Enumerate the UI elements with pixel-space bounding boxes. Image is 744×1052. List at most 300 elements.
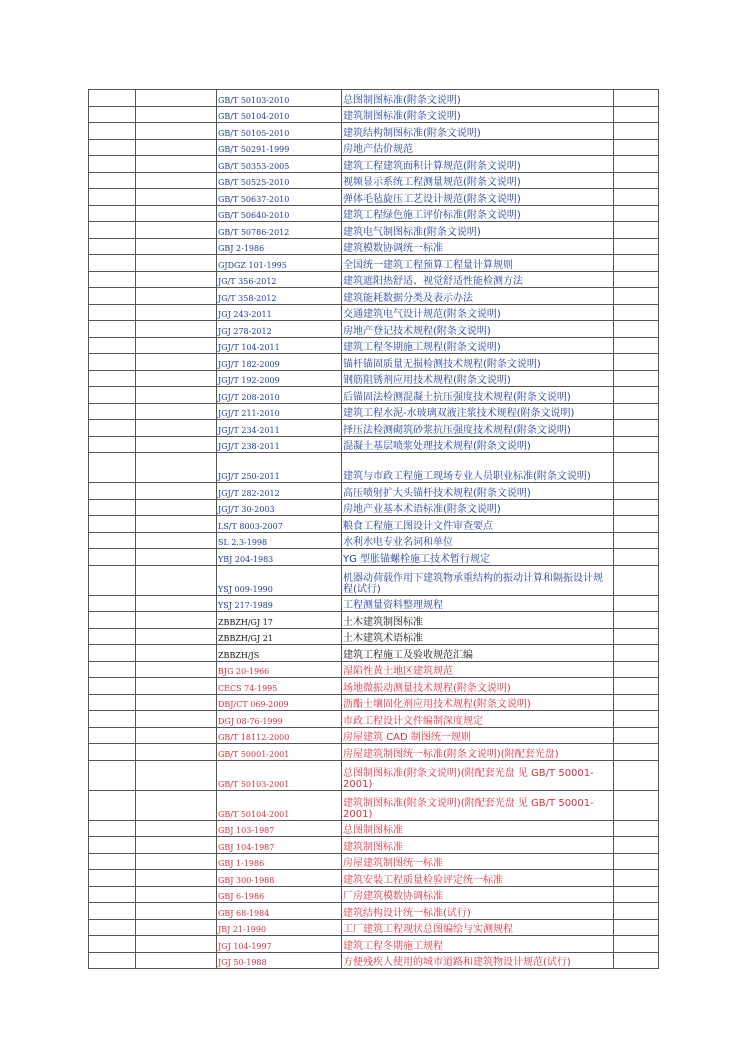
standard-title: 总图制图标准(附条文说明) [342, 90, 614, 107]
empty-cell [136, 453, 217, 483]
standard-code: GB/T 50640-2010 [217, 205, 342, 222]
empty-cell [89, 288, 136, 305]
standard-title: 湿陷性黄土地区建筑规范 [342, 661, 614, 678]
empty-cell [89, 919, 136, 936]
table-row [89, 106, 659, 123]
empty-cell [89, 499, 136, 516]
standard-title: 视频显示系统工程测量规范(附条文说明) [342, 172, 614, 189]
table-row [89, 612, 659, 629]
table-row [89, 711, 659, 728]
empty-cell [89, 612, 136, 629]
empty-cell [136, 205, 217, 222]
empty-cell [136, 870, 217, 887]
standard-title: 房屋建筑制图统一标准(附条文说明)(附配套光盘) [342, 744, 614, 761]
empty-cell [614, 106, 659, 123]
empty-cell [89, 139, 136, 156]
empty-cell [614, 403, 659, 420]
empty-cell [614, 532, 659, 549]
standard-code: YSJ 217-1989 [217, 595, 342, 612]
standard-code: DBJ/CT 069-2009 [217, 694, 342, 711]
table-row [89, 661, 659, 678]
table-row [89, 820, 659, 837]
empty-cell [136, 337, 217, 354]
empty-cell [136, 744, 217, 761]
standard-title: 建筑工程水泥-水玻璃双液注浆技术规程(附条文说明) [342, 403, 614, 420]
empty-cell [614, 189, 659, 206]
table-row [89, 90, 659, 107]
standard-code: GB/T 50105-2010 [217, 123, 342, 140]
empty-cell [614, 370, 659, 387]
empty-cell [614, 516, 659, 533]
table-row [89, 205, 659, 222]
standard-code: GB/T 50001-2001 [217, 744, 342, 761]
empty-cell [89, 870, 136, 887]
empty-cell [136, 321, 217, 338]
empty-cell [136, 661, 217, 678]
table-row [89, 532, 659, 549]
empty-cell [89, 837, 136, 854]
table-row [89, 420, 659, 437]
empty-cell [136, 403, 217, 420]
empty-cell [614, 903, 659, 920]
table-row [89, 516, 659, 533]
empty-cell [89, 645, 136, 662]
empty-cell [614, 90, 659, 107]
standard-code: YSJ 009-1990 [217, 565, 342, 595]
standard-title: 厂房建筑模数协调标准 [342, 886, 614, 903]
empty-cell [136, 271, 217, 288]
standard-code: JGJ 104-1997 [217, 936, 342, 953]
empty-cell [614, 255, 659, 272]
empty-cell [614, 565, 659, 595]
standard-title: 建筑模数协调统一标准 [342, 238, 614, 255]
empty-cell [89, 420, 136, 437]
empty-cell [89, 238, 136, 255]
table-row [89, 288, 659, 305]
table-row [89, 678, 659, 695]
standard-code: JG/T 356-2012 [217, 271, 342, 288]
empty-cell [614, 354, 659, 371]
empty-cell [614, 919, 659, 936]
empty-cell [89, 483, 136, 500]
empty-cell [136, 499, 217, 516]
empty-cell [136, 952, 217, 969]
empty-cell [136, 288, 217, 305]
table-row [89, 727, 659, 744]
table-row [89, 694, 659, 711]
empty-cell [136, 189, 217, 206]
standard-title: 机器动荷载作用下建筑物承重结构的振动计算和隔振设计规程(试行) [342, 565, 614, 595]
standard-code: JGJ 50-1988 [217, 952, 342, 969]
standard-code: JGJ/T 282-2012 [217, 483, 342, 500]
standards-table-body [89, 90, 659, 969]
empty-cell [89, 711, 136, 728]
standard-title: 建筑制图标准 [342, 837, 614, 854]
empty-cell [136, 727, 217, 744]
table-row [89, 919, 659, 936]
empty-cell [89, 678, 136, 695]
standard-code: DGJ 08-76-1999 [217, 711, 342, 728]
empty-cell [136, 678, 217, 695]
empty-cell [136, 853, 217, 870]
empty-cell [89, 172, 136, 189]
standard-title: 建筑工程冬期施工规程 [342, 936, 614, 953]
standard-code: GB/T 50103-2010 [217, 90, 342, 107]
standard-code: JGJ 243-2011 [217, 304, 342, 321]
empty-cell [136, 837, 217, 854]
table-row [89, 483, 659, 500]
standard-title: 弹体毛毡旋压工艺设计规范(附条文说明) [342, 189, 614, 206]
empty-cell [614, 936, 659, 953]
empty-cell [614, 853, 659, 870]
empty-cell [89, 337, 136, 354]
standard-code: GBJ 6-1986 [217, 886, 342, 903]
empty-cell [136, 420, 217, 437]
standard-title: 建筑能耗数据分类及表示办法 [342, 288, 614, 305]
standard-code: GBJ 300-1988 [217, 870, 342, 887]
empty-cell [614, 321, 659, 338]
table-row [89, 222, 659, 239]
empty-cell [614, 612, 659, 629]
standard-code: YBJ 204-1983 [217, 549, 342, 566]
standard-title: 建筑工程建筑面积计算规范(附条文说明) [342, 156, 614, 173]
table-row [89, 255, 659, 272]
standard-title: 钢筋阻锈剂应用技术规程(附条文说明) [342, 370, 614, 387]
table-row [89, 337, 659, 354]
empty-cell [136, 172, 217, 189]
empty-cell [614, 304, 659, 321]
table-row [89, 387, 659, 404]
table-row [89, 837, 659, 854]
standard-title: 房地产登记技术规程(附条文说明) [342, 321, 614, 338]
empty-cell [89, 886, 136, 903]
standard-code: BJG 20-1966 [217, 661, 342, 678]
table-row [89, 760, 659, 790]
empty-cell [136, 711, 217, 728]
empty-cell [89, 565, 136, 595]
empty-cell [614, 139, 659, 156]
standard-title: 市政工程设计文件编制深度规定 [342, 711, 614, 728]
empty-cell [136, 936, 217, 953]
standard-title: 后锚固法检测混凝土抗压强度技术规程(附条文说明) [342, 387, 614, 404]
empty-cell [136, 106, 217, 123]
table-row [89, 903, 659, 920]
table-row [89, 790, 659, 820]
standard-title: 土木建筑制图标准 [342, 612, 614, 629]
empty-cell [614, 453, 659, 483]
standard-title: 房地产业基本术语标准(附条文说明) [342, 499, 614, 516]
standard-title: 工程测量资料整理规程 [342, 595, 614, 612]
empty-cell [89, 853, 136, 870]
empty-cell [614, 337, 659, 354]
table-row [89, 853, 659, 870]
empty-cell [89, 790, 136, 820]
standard-code: JGJ/T 211-2010 [217, 403, 342, 420]
empty-cell [89, 549, 136, 566]
table-row [89, 403, 659, 420]
table-row [89, 271, 659, 288]
table-row [89, 870, 659, 887]
standard-code: JGJ/T 250-2011 [217, 453, 342, 483]
empty-cell [89, 760, 136, 790]
empty-cell [614, 238, 659, 255]
empty-cell [614, 205, 659, 222]
empty-cell [89, 694, 136, 711]
table-row [89, 370, 659, 387]
empty-cell [614, 837, 659, 854]
standard-title: 土木建筑术语标准 [342, 628, 614, 645]
empty-cell [614, 123, 659, 140]
empty-cell [136, 483, 217, 500]
standard-code: GBJ 68-1984 [217, 903, 342, 920]
empty-cell [614, 886, 659, 903]
standard-code: JGJ/T 238-2011 [217, 436, 342, 453]
standard-code: GB/T 50103-2001 [217, 760, 342, 790]
standard-code: ZBBZH/JS [217, 645, 342, 662]
standard-title: 方便残疾人使用的城市道路和建筑物设计规范(试行) [342, 952, 614, 969]
empty-cell [136, 565, 217, 595]
standards-table [88, 89, 659, 969]
empty-cell [89, 123, 136, 140]
standard-title: 全国统一建筑工程预算工程量计算规则 [342, 255, 614, 272]
standard-title: 交通建筑电气设计规范(附条文说明) [342, 304, 614, 321]
empty-cell [89, 727, 136, 744]
empty-cell [89, 387, 136, 404]
empty-cell [89, 661, 136, 678]
standard-title: 建筑与市政工程施工现场专业人员职业标准(附条文说明) [342, 453, 614, 483]
standard-title: 建筑遮阳热舒适、视觉舒适性能检测方法 [342, 271, 614, 288]
empty-cell [614, 820, 659, 837]
empty-cell [136, 760, 217, 790]
standard-code: GB/T 18112-2000 [217, 727, 342, 744]
empty-cell [89, 90, 136, 107]
table-row [89, 172, 659, 189]
empty-cell [136, 903, 217, 920]
empty-cell [136, 645, 217, 662]
empty-cell [614, 870, 659, 887]
empty-cell [89, 255, 136, 272]
table-row [89, 156, 659, 173]
standard-code: JGJ/T 208-2010 [217, 387, 342, 404]
standard-code: JBJ 21-1990 [217, 919, 342, 936]
standard-title: 建筑制图标准(附条文说明) [342, 106, 614, 123]
empty-cell [614, 661, 659, 678]
table-row [89, 645, 659, 662]
standard-title: 场地微振动测量技术规程(附条文说明) [342, 678, 614, 695]
empty-cell [89, 321, 136, 338]
empty-cell [614, 760, 659, 790]
empty-cell [614, 172, 659, 189]
empty-cell [136, 886, 217, 903]
table-row [89, 744, 659, 761]
standard-title: 工厂建筑工程现状总图编绘与实测规程 [342, 919, 614, 936]
standard-title: 建筑安装工程质量检验评定统一标准 [342, 870, 614, 887]
standard-title: 高压喷射扩大头锚杆技术规程(附条文说明) [342, 483, 614, 500]
table-row [89, 549, 659, 566]
standard-title: 总图制图标准 [342, 820, 614, 837]
standard-code: GBJ 1-1986 [217, 853, 342, 870]
empty-cell [614, 727, 659, 744]
standard-code: GB/T 50291-1999 [217, 139, 342, 156]
empty-cell [136, 139, 217, 156]
empty-cell [614, 156, 659, 173]
standard-code: JGJ/T 104-2011 [217, 337, 342, 354]
standard-title: 建筑结构制图标准(附条文说明) [342, 123, 614, 140]
empty-cell [89, 106, 136, 123]
empty-cell [614, 595, 659, 612]
empty-cell [89, 189, 136, 206]
standard-title: 沥酯土壤固化剂应用技术规程(附条文说明) [342, 694, 614, 711]
empty-cell [89, 952, 136, 969]
standard-title: 建筑结构设计统一标准(试行) [342, 903, 614, 920]
empty-cell [614, 387, 659, 404]
standard-code: JGJ/T 192-2009 [217, 370, 342, 387]
standard-title: 建筑制图标准(附条文说明)(附配套光盘 见 GB/T 50001-2001) [342, 790, 614, 820]
empty-cell [136, 628, 217, 645]
standard-title: 混凝土基层喷浆处理技术规程(附条文说明) [342, 436, 614, 453]
empty-cell [136, 595, 217, 612]
table-row [89, 354, 659, 371]
empty-cell [136, 255, 217, 272]
standard-code: GBJ 103-1987 [217, 820, 342, 837]
standard-code: GB/T 50353-2005 [217, 156, 342, 173]
empty-cell [136, 222, 217, 239]
empty-cell [614, 645, 659, 662]
table-row [89, 436, 659, 453]
empty-cell [89, 370, 136, 387]
standard-code: GB/T 50637-2010 [217, 189, 342, 206]
standard-title: 房地产估价规范 [342, 139, 614, 156]
table-row [89, 499, 659, 516]
table-row [89, 595, 659, 612]
empty-cell [614, 678, 659, 695]
standard-title: 锚杆锚固质量无损检测技术规程(附条文说明) [342, 354, 614, 371]
empty-cell [614, 499, 659, 516]
standard-code: GBJ 2-1986 [217, 238, 342, 255]
empty-cell [136, 820, 217, 837]
empty-cell [136, 516, 217, 533]
standard-title: 建筑工程绿色施工评价标准(附条文说明) [342, 205, 614, 222]
standard-title: 粮食工程施工图设计文件审查要点 [342, 516, 614, 533]
standard-code: ZBBZH/GJ 21 [217, 628, 342, 645]
standard-code: JG/T 358-2012 [217, 288, 342, 305]
standard-title: 房屋建筑 CAD 制图统一规则 [342, 727, 614, 744]
empty-cell [89, 595, 136, 612]
standard-title: 择压法检测砌筑砂浆抗压强度技术规程(附条文说明) [342, 420, 614, 437]
standard-code: JGJ/T 30-2003 [217, 499, 342, 516]
standard-code: JGJ 278-2012 [217, 321, 342, 338]
standard-title: 建筑工程冬期施工规程(附条文说明) [342, 337, 614, 354]
empty-cell [136, 156, 217, 173]
empty-cell [136, 387, 217, 404]
empty-cell [89, 156, 136, 173]
standard-code: GB/T 50786-2012 [217, 222, 342, 239]
standard-code: JGJ/T 182-2009 [217, 354, 342, 371]
empty-cell [136, 532, 217, 549]
empty-cell [614, 694, 659, 711]
empty-cell [89, 744, 136, 761]
table-row [89, 886, 659, 903]
standard-code: LS/T 8003-2007 [217, 516, 342, 533]
empty-cell [136, 612, 217, 629]
empty-cell [136, 370, 217, 387]
empty-cell [89, 436, 136, 453]
table-row [89, 936, 659, 953]
empty-cell [89, 820, 136, 837]
standard-code: SL 2.3-1998 [217, 532, 342, 549]
empty-cell [89, 628, 136, 645]
empty-cell [614, 549, 659, 566]
standard-title: 房屋建筑制图统一标准 [342, 853, 614, 870]
empty-cell [136, 694, 217, 711]
empty-cell [136, 238, 217, 255]
standard-code: GB/T 50525-2010 [217, 172, 342, 189]
empty-cell [614, 271, 659, 288]
empty-cell [136, 549, 217, 566]
empty-cell [614, 744, 659, 761]
empty-cell [614, 483, 659, 500]
empty-cell [614, 420, 659, 437]
standard-code: ZBBZH/GJ 17 [217, 612, 342, 629]
empty-cell [89, 936, 136, 953]
empty-cell [89, 516, 136, 533]
empty-cell [614, 628, 659, 645]
empty-cell [136, 123, 217, 140]
standard-code: GB/T 50104-2010 [217, 106, 342, 123]
empty-cell [89, 453, 136, 483]
table-row [89, 123, 659, 140]
table-row [89, 321, 659, 338]
standard-title: 建筑电气制图标准(附条文说明) [342, 222, 614, 239]
empty-cell [89, 271, 136, 288]
standard-code: GBJ 104-1987 [217, 837, 342, 854]
empty-cell [614, 222, 659, 239]
empty-cell [136, 90, 217, 107]
empty-cell [89, 222, 136, 239]
standard-code: CECS 74-1995 [217, 678, 342, 695]
standard-title: 总图制图标准(附条文说明)(附配套光盘 见 GB/T 50001-2001) [342, 760, 614, 790]
table-row [89, 238, 659, 255]
table-row [89, 628, 659, 645]
empty-cell [89, 532, 136, 549]
empty-cell [136, 790, 217, 820]
standard-title: 水利水电专业名词和单位 [342, 532, 614, 549]
table-row [89, 139, 659, 156]
empty-cell [89, 304, 136, 321]
empty-cell [614, 790, 659, 820]
table-row [89, 565, 659, 595]
empty-cell [614, 288, 659, 305]
standard-code: GB/T 50104-2001 [217, 790, 342, 820]
empty-cell [614, 711, 659, 728]
empty-cell [136, 354, 217, 371]
standard-code: JGJ/T 234-2011 [217, 420, 342, 437]
table-row [89, 952, 659, 969]
empty-cell [136, 436, 217, 453]
empty-cell [136, 919, 217, 936]
table-row [89, 189, 659, 206]
table-row [89, 304, 659, 321]
empty-cell [89, 403, 136, 420]
empty-cell [614, 952, 659, 969]
empty-cell [89, 354, 136, 371]
standard-title: YG 型胀锚螺栓施工技术暂行规定 [342, 549, 614, 566]
empty-cell [614, 436, 659, 453]
empty-cell [89, 205, 136, 222]
empty-cell [136, 304, 217, 321]
table-row [89, 453, 659, 483]
empty-cell [89, 903, 136, 920]
